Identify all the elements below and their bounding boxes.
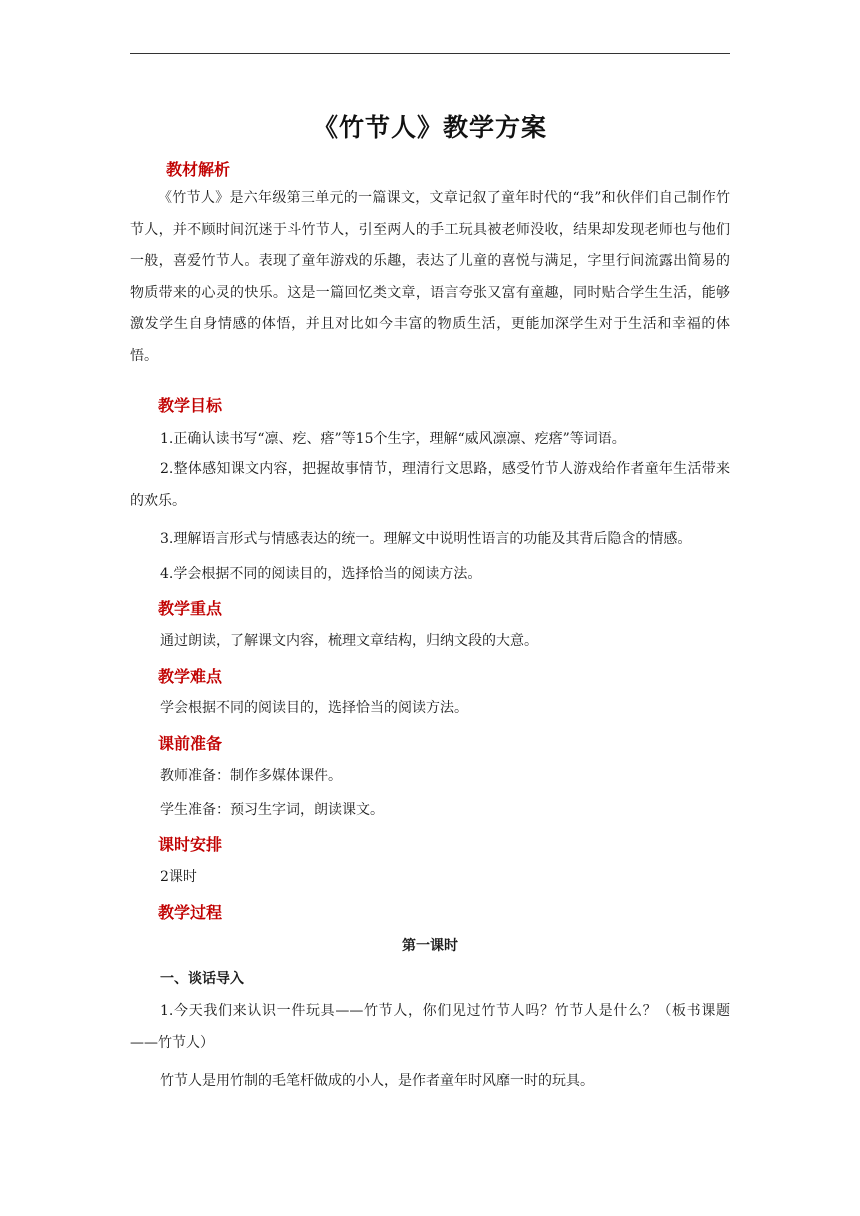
heading-schedule: 课时安排 [158,835,223,854]
heading-key-points: 教学重点 [158,599,223,618]
analysis-paragraph: 《竹节人》是六年级第三单元的一篇课文，文章记叙了童年时代的“我”和伙伴们自己制作竹节人，并不顾时间沉迷于斗竹节人，引至两人的手工玩具被老师没收，结果却发现老师也与他们一般，喜爱竹节人。表现了童年游戏的乐趣，表达了儿童的喜悦与满足，字里行间流露出简易的物质带来的心灵的快乐。这是一篇回忆类文章，语言夸张又富有童趣，同时贴合学生生活，能够激发学生自身情感的体悟，并且对比如今丰富的物质生活，更能加深学生对于生活和幸福的体悟。 [130,190,730,364]
heading-process: 教学过程 [158,903,223,922]
student-preparation: 学生准备：预习生字词，朗读课文。 [160,802,384,818]
goal-item-3: 3.理解语言形式与情感表达的统一。理解文中说明性语言的功能及其背后隐含的情感。 [160,531,692,547]
goal-item-1: 1.正确认读书写“凛、疙、瘩”等15个生字，理解“威风凛凛、疙瘩”等词语。 [160,431,626,447]
goal-item-2: 2.整体感知课文内容，把握故事情节，理清行文思路，感受竹节人游戏给作者童年生活带来的欢乐。 [130,461,730,509]
difficulties-text: 学会根据不同的阅读目的，选择恰当的阅读方法。 [160,700,468,716]
part-heading: 一、谈话导入 [160,971,244,987]
header-rule [130,53,730,54]
heading-difficulties: 教学难点 [158,667,223,686]
teacher-preparation: 教师准备：制作多媒体课件。 [160,768,342,784]
process-item-2: 竹节人是用竹制的毛笔杆做成的小人，是作者童年时风靡一时的玩具。 [160,1073,594,1089]
heading-preparation: 课前准备 [158,734,223,753]
lesson-title: 第一课时 [402,938,458,954]
document-title: 《竹节人》教学方案 [312,113,547,142]
schedule-text: 2课时 [160,869,197,885]
heading-analysis: 教材解析 [166,160,231,179]
goal-item-4: 4.学会根据不同的阅读目的，选择恰当的阅读方法。 [160,566,482,582]
key-points-text: 通过朗读，了解课文内容，梳理文章结构，归纳文段的大意。 [160,633,538,649]
process-item-1: 1.今天我们来认识一件玩具——竹节人，你们见过竹节人吗？竹节人是什么？（板书课题——竹节人） [130,1003,730,1051]
heading-goals: 教学目标 [158,396,223,415]
